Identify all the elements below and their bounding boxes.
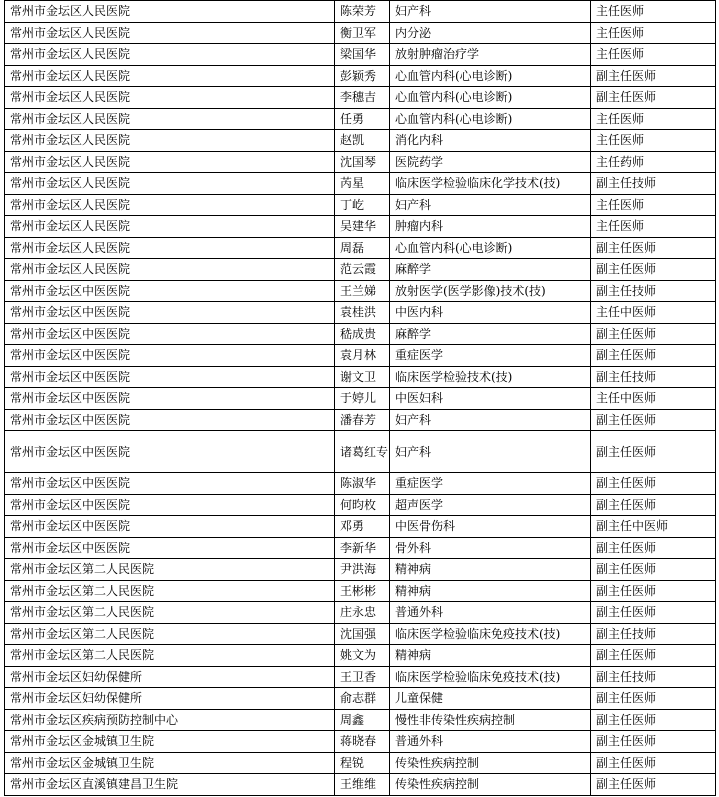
name-cell: 周鑫	[335, 709, 390, 731]
name-cell: 芮星	[335, 173, 390, 195]
title-cell: 副主任医师	[591, 752, 716, 774]
name-cell: 蒋晓春	[335, 731, 390, 753]
name-cell: 王维维	[335, 774, 390, 796]
title-cell: 副主任医师	[591, 473, 716, 495]
hospital-cell: 常州市金坛区妇幼保健所	[5, 666, 335, 688]
name-cell: 衡卫军	[335, 22, 390, 44]
name-cell: 沈国强	[335, 623, 390, 645]
hospital-cell: 常州市金坛区人民医院	[5, 259, 335, 281]
department-cell: 骨外科	[390, 537, 591, 559]
hospital-cell: 常州市金坛区金城镇卫生院	[5, 752, 335, 774]
department-cell: 普通外科	[390, 731, 591, 753]
personnel-table	[4, 0, 716, 796]
hospital-cell: 常州市金坛区人民医院	[5, 151, 335, 173]
table-row	[5, 151, 716, 173]
table-row	[5, 87, 716, 109]
hospital-cell: 常州市金坛区中医医院	[5, 366, 335, 388]
title-cell: 副主任技师	[591, 173, 716, 195]
department-cell: 精神病	[390, 559, 591, 581]
department-cell: 中医妇科	[390, 388, 591, 410]
title-cell: 副主任医师	[591, 87, 716, 109]
name-cell: 吴建华	[335, 216, 390, 238]
table-row	[5, 302, 716, 324]
table-row	[5, 194, 716, 216]
department-cell: 妇产科	[390, 409, 591, 431]
name-cell: 范云霞	[335, 259, 390, 281]
department-cell: 麻醉学	[390, 259, 591, 281]
table-row	[5, 345, 716, 367]
department-cell: 妇产科	[390, 1, 591, 23]
name-cell: 邓勇	[335, 516, 390, 538]
table-row	[5, 431, 716, 473]
hospital-cell: 常州市金坛区中医医院	[5, 494, 335, 516]
hospital-cell: 常州市金坛区中医医院	[5, 345, 335, 367]
title-cell: 副主任医师	[591, 774, 716, 796]
table-row	[5, 559, 716, 581]
name-cell: 任勇	[335, 108, 390, 130]
hospital-cell: 常州市金坛区中医医院	[5, 431, 335, 473]
title-cell: 副主任医师	[591, 731, 716, 753]
title-cell: 副主任医师	[591, 237, 716, 259]
department-cell: 内分泌	[390, 22, 591, 44]
hospital-cell: 常州市金坛区人民医院	[5, 108, 335, 130]
name-cell: 陈淑华	[335, 473, 390, 495]
name-cell: 袁桂洪	[335, 302, 390, 324]
table-row	[5, 280, 716, 302]
hospital-cell: 常州市金坛区人民医院	[5, 1, 335, 23]
title-cell: 主任中医师	[591, 302, 716, 324]
table-row	[5, 237, 716, 259]
name-cell: 赵凯	[335, 130, 390, 152]
title-cell: 副主任医师	[591, 602, 716, 624]
table-row	[5, 22, 716, 44]
table-row	[5, 409, 716, 431]
department-cell: 重症医学	[390, 473, 591, 495]
department-cell: 中医骨伤科	[390, 516, 591, 538]
hospital-cell: 常州市金坛区中医医院	[5, 323, 335, 345]
department-cell: 临床医学检验临床免疫技术(技)	[390, 666, 591, 688]
name-cell: 王卫香	[335, 666, 390, 688]
table-row	[5, 108, 716, 130]
name-cell: 姚文为	[335, 645, 390, 667]
title-cell: 副主任医师	[591, 345, 716, 367]
hospital-cell: 常州市金坛区人民医院	[5, 65, 335, 87]
title-cell: 副主任医师	[591, 688, 716, 710]
title-cell: 副主任技师	[591, 366, 716, 388]
table-row	[5, 645, 716, 667]
title-cell: 副主任医师	[591, 494, 716, 516]
name-cell: 李新华	[335, 537, 390, 559]
title-cell: 主任医师	[591, 130, 716, 152]
title-cell: 副主任医师	[591, 65, 716, 87]
title-cell: 副主任医师	[591, 323, 716, 345]
name-cell: 谢文卫	[335, 366, 390, 388]
title-cell: 副主任医师	[591, 259, 716, 281]
department-cell: 妇产科	[390, 194, 591, 216]
title-cell: 副主任医师	[591, 580, 716, 602]
title-cell: 主任中医师	[591, 388, 716, 410]
title-cell: 主任医师	[591, 44, 716, 66]
hospital-cell: 常州市金坛区人民医院	[5, 173, 335, 195]
department-cell: 普通外科	[390, 602, 591, 624]
name-cell: 于婷儿	[335, 388, 390, 410]
name-cell: 嵇成贵	[335, 323, 390, 345]
hospital-cell: 常州市金坛区人民医院	[5, 44, 335, 66]
hospital-cell: 常州市金坛区第二人民医院	[5, 623, 335, 645]
title-cell: 副主任医师	[591, 409, 716, 431]
hospital-cell: 常州市金坛区妇幼保健所	[5, 688, 335, 710]
title-cell: 副主任中医师	[591, 516, 716, 538]
title-cell: 副主任医师	[591, 709, 716, 731]
title-cell: 副主任医师	[591, 537, 716, 559]
table-row	[5, 537, 716, 559]
hospital-cell: 常州市金坛区人民医院	[5, 216, 335, 238]
table-row	[5, 366, 716, 388]
name-cell: 庄永忠	[335, 602, 390, 624]
table-row	[5, 709, 716, 731]
department-cell: 放射肿瘤治疗学	[390, 44, 591, 66]
name-cell: 彭颖秀	[335, 65, 390, 87]
name-cell: 陈荣芳	[335, 1, 390, 23]
name-cell: 尹洪海	[335, 559, 390, 581]
department-cell: 传染性疾病控制	[390, 774, 591, 796]
hospital-cell: 常州市金坛区中医医院	[5, 537, 335, 559]
table-row	[5, 130, 716, 152]
department-cell: 医院药学	[390, 151, 591, 173]
table-row	[5, 688, 716, 710]
department-cell: 精神病	[390, 645, 591, 667]
table-row	[5, 752, 716, 774]
title-cell: 副主任医师	[591, 431, 716, 473]
department-cell: 中医内科	[390, 302, 591, 324]
department-cell: 慢性非传染性疾病控制	[390, 709, 591, 731]
hospital-cell: 常州市金坛区第二人民医院	[5, 559, 335, 581]
title-cell: 主任医师	[591, 216, 716, 238]
name-cell: 丁屹	[335, 194, 390, 216]
table-row	[5, 580, 716, 602]
name-cell: 俞志群	[335, 688, 390, 710]
hospital-cell: 常州市金坛区中医医院	[5, 280, 335, 302]
table-row	[5, 1, 716, 23]
name-cell: 沈国琴	[335, 151, 390, 173]
hospital-cell: 常州市金坛区第二人民医院	[5, 580, 335, 602]
table-row	[5, 731, 716, 753]
table-row	[5, 473, 716, 495]
department-cell: 重症医学	[390, 345, 591, 367]
name-cell: 王兰娣	[335, 280, 390, 302]
department-cell: 肿瘤内科	[390, 216, 591, 238]
name-cell: 潘春芳	[335, 409, 390, 431]
title-cell: 副主任技师	[591, 666, 716, 688]
hospital-cell: 常州市金坛区疾病预防控制中心	[5, 709, 335, 731]
name-cell: 梁国华	[335, 44, 390, 66]
table-row	[5, 602, 716, 624]
hospital-cell: 常州市金坛区人民医院	[5, 130, 335, 152]
table-row	[5, 388, 716, 410]
title-cell: 主任药师	[591, 151, 716, 173]
name-cell: 袁月林	[335, 345, 390, 367]
department-cell: 儿童保健	[390, 688, 591, 710]
hospital-cell: 常州市金坛区第二人民医院	[5, 645, 335, 667]
title-cell: 副主任技师	[591, 280, 716, 302]
table-row	[5, 323, 716, 345]
table-row	[5, 494, 716, 516]
title-cell: 主任医师	[591, 22, 716, 44]
department-cell: 超声医学	[390, 494, 591, 516]
department-cell: 心血管内科(心电诊断)	[390, 237, 591, 259]
department-cell: 心血管内科(心电诊断)	[390, 87, 591, 109]
table-row	[5, 623, 716, 645]
department-cell: 精神病	[390, 580, 591, 602]
hospital-cell: 常州市金坛区直溪镇建昌卫生院	[5, 774, 335, 796]
table-row	[5, 65, 716, 87]
hospital-cell: 常州市金坛区中医医院	[5, 516, 335, 538]
hospital-cell: 常州市金坛区金城镇卫生院	[5, 731, 335, 753]
department-cell: 临床医学检验临床免疫技术(技)	[390, 623, 591, 645]
department-cell: 心血管内科(心电诊断)	[390, 108, 591, 130]
department-cell: 麻醉学	[390, 323, 591, 345]
table-row	[5, 259, 716, 281]
title-cell: 主任医师	[591, 194, 716, 216]
hospital-cell: 常州市金坛区中医医院	[5, 473, 335, 495]
table-row	[5, 666, 716, 688]
table-row	[5, 516, 716, 538]
title-cell: 主任医师	[591, 1, 716, 23]
title-cell: 副主任医师	[591, 645, 716, 667]
name-cell: 程锐	[335, 752, 390, 774]
name-cell: 王彬彬	[335, 580, 390, 602]
title-cell: 副主任技师	[591, 623, 716, 645]
name-cell: 周磊	[335, 237, 390, 259]
department-cell: 消化内科	[390, 130, 591, 152]
hospital-cell: 常州市金坛区第二人民医院	[5, 602, 335, 624]
department-cell: 传染性疾病控制	[390, 752, 591, 774]
table-row	[5, 774, 716, 796]
hospital-cell: 常州市金坛区人民医院	[5, 237, 335, 259]
name-cell: 诸葛红专	[335, 431, 390, 473]
department-cell: 临床医学检验临床化学技术(技)	[390, 173, 591, 195]
hospital-cell: 常州市金坛区人民医院	[5, 194, 335, 216]
hospital-cell: 常州市金坛区中医医院	[5, 388, 335, 410]
department-cell: 妇产科	[390, 431, 591, 473]
name-cell: 李穗吉	[335, 87, 390, 109]
department-cell: 临床医学检验技术(技)	[390, 366, 591, 388]
hospital-cell: 常州市金坛区人民医院	[5, 22, 335, 44]
title-cell: 主任医师	[591, 108, 716, 130]
title-cell: 副主任医师	[591, 559, 716, 581]
name-cell: 何昀枚	[335, 494, 390, 516]
hospital-cell: 常州市金坛区中医医院	[5, 409, 335, 431]
table-body	[5, 1, 716, 796]
table-row	[5, 173, 716, 195]
table-row	[5, 44, 716, 66]
hospital-cell: 常州市金坛区中医医院	[5, 302, 335, 324]
hospital-cell: 常州市金坛区人民医院	[5, 87, 335, 109]
table-row	[5, 216, 716, 238]
department-cell: 心血管内科(心电诊断)	[390, 65, 591, 87]
department-cell: 放射医学(医学影像)技术(技)	[390, 280, 591, 302]
